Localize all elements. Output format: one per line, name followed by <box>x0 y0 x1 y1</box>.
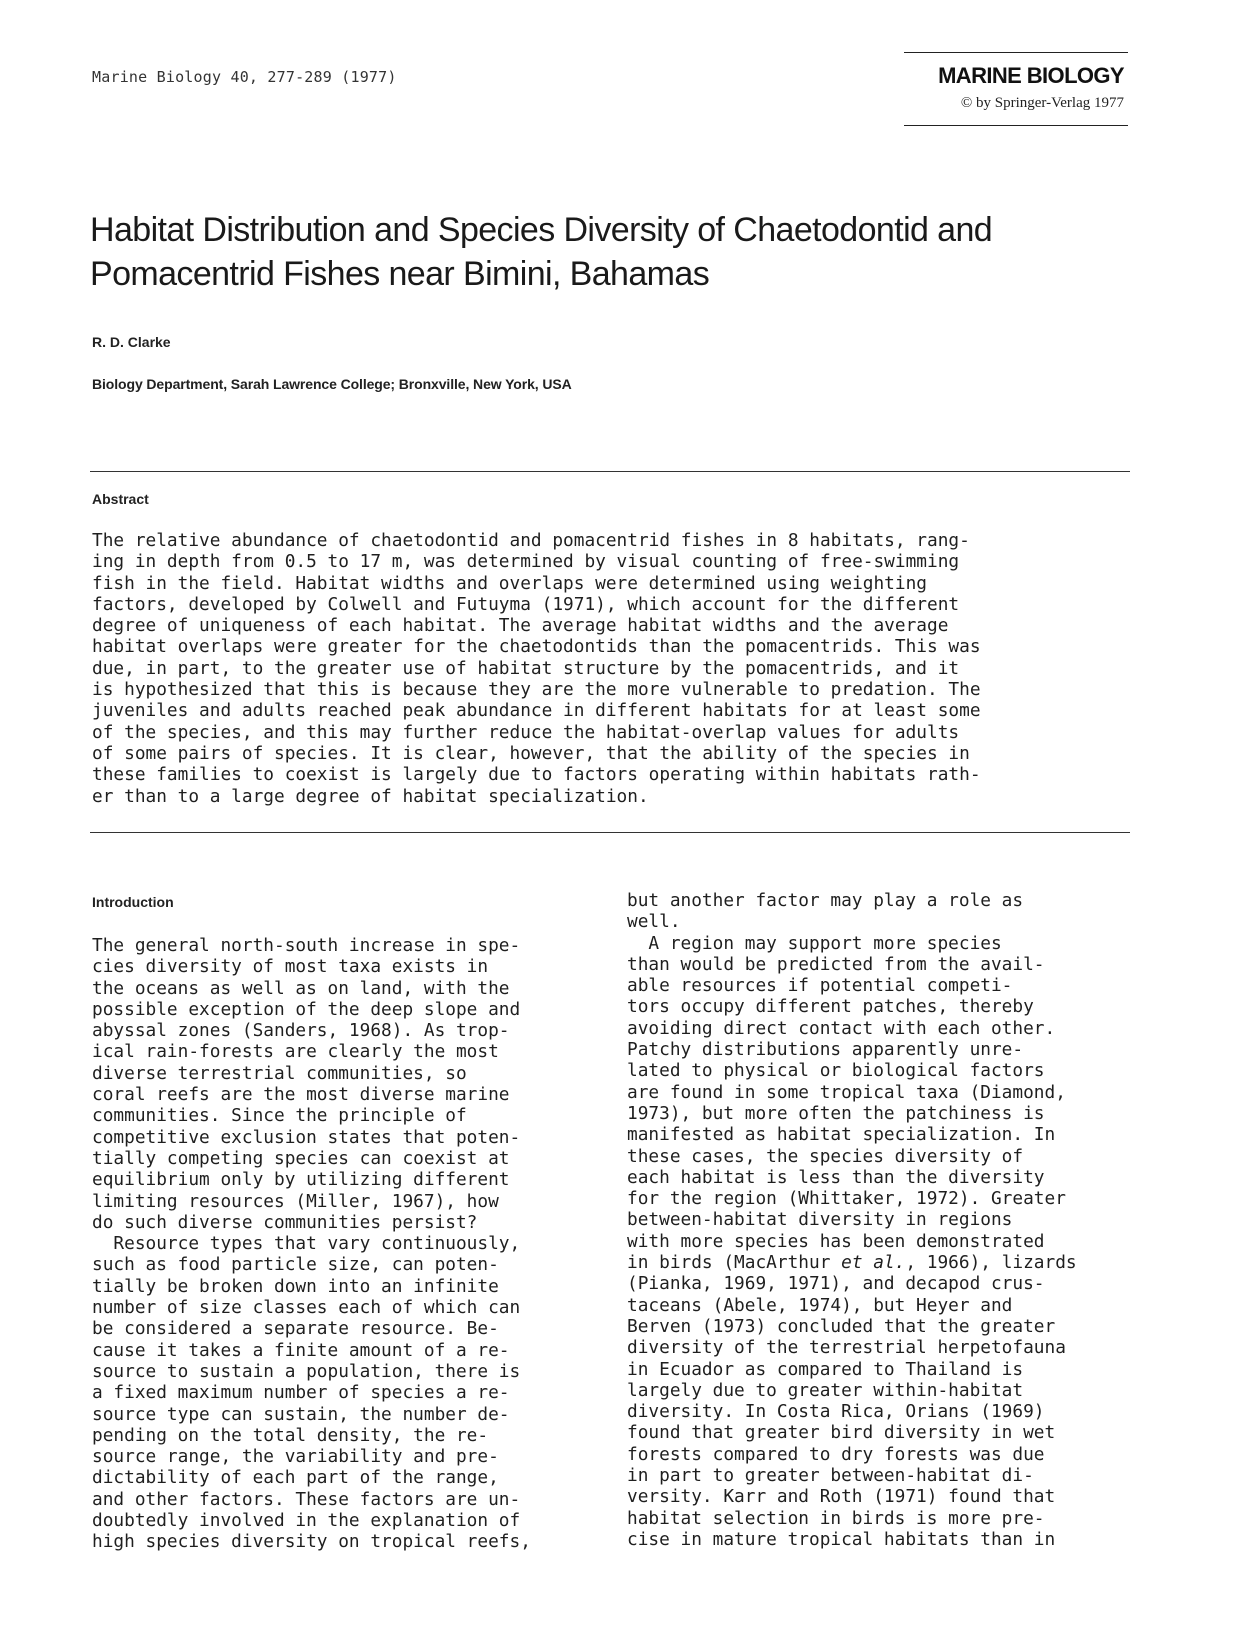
body-line: taceans (Abele, 1974), but Heyer and <box>627 1294 1013 1316</box>
body-line: largely due to greater within-habitat <box>627 1379 1024 1401</box>
body-line: each habitat is less than the diversity <box>627 1166 1045 1188</box>
body-line: Berven (1973) concluded that the greater <box>627 1315 1056 1337</box>
body-line: be considered a separate resource. Be- <box>92 1318 499 1340</box>
body-line: coral reefs are the most diverse marine <box>92 1084 510 1106</box>
body-line: a fixed maximum number of species a re- <box>92 1382 510 1404</box>
body-line: do such diverse communities persist? <box>92 1211 478 1233</box>
body-line: such as food particle size, can poten- <box>92 1254 499 1276</box>
body-line: A region may support more species <box>627 932 1002 954</box>
body-line: pending on the total density, the re- <box>92 1424 489 1446</box>
body-line: diverse terrestrial communities, so <box>92 1062 467 1084</box>
body-line: found that greater bird diversity in wet <box>627 1422 1056 1444</box>
body-line: but another factor may play a role as <box>627 890 1024 911</box>
body-line: with more species has been demonstrated <box>627 1230 1045 1252</box>
body-column-right <box>627 890 1147 1550</box>
abstract-top-rule <box>90 471 1130 472</box>
body-line: avoiding direct contact with each other. <box>627 1017 1056 1039</box>
body-line: in part to greater between-habitat di- <box>627 1465 1034 1487</box>
body-line: (Pianka, 1969, 1971), and decapod crus- <box>627 1273 1045 1295</box>
author-affiliation: Biology Department, Sarah Lawrence College; Bronxville, New York, USA <box>92 376 572 392</box>
abstract-line: of the species, and this may further reduce the habitat-overlap values for adults <box>92 721 960 743</box>
abstract-bottom-rule <box>90 832 1130 833</box>
body-line: between-habitat diversity in regions <box>627 1209 1013 1231</box>
body-line: versity. Karr and Roth (1971) found that <box>627 1486 1056 1508</box>
body-line: The general north-south increase in spe- <box>92 935 521 956</box>
body-line: for the region (Whittaker, 1972). Greater <box>627 1188 1066 1210</box>
italic-et-al: et al. <box>841 1252 906 1274</box>
abstract-heading: Abstract <box>92 491 149 507</box>
body-line: source type can sustain, the number de- <box>92 1403 510 1425</box>
body-line: tially competing species can coexist at <box>92 1147 510 1169</box>
abstract-line: habitat overlaps were greater for the chaetodontids than the pomacentrids. This was <box>92 636 981 658</box>
abstract-text <box>92 530 1152 807</box>
body-line: habitat selection in birds is more pre- <box>627 1507 1045 1529</box>
body-line: diversity. In Costa Rica, Orians (1969) <box>627 1401 1045 1423</box>
body-line: the oceans as well as on land, with the <box>92 977 510 999</box>
body-line: in Ecuador as compared to Thailand is <box>627 1358 1024 1380</box>
body-line: communities. Since the principle of <box>92 1105 467 1127</box>
abstract-line: ing in depth from 0.5 to 17 m, was determined by visual counting of free-swimming <box>92 551 960 573</box>
body-line: lated to physical or biological factors <box>627 1060 1045 1082</box>
journal-masthead <box>904 52 1128 126</box>
abstract-line: is hypothesized that this is because they are the more vulnerable to predation. The <box>92 679 981 701</box>
title-line-1: Habitat Distribution and Species Diversity of Chaetodontid and <box>90 211 993 249</box>
author-name: R. D. Clarke <box>92 334 171 350</box>
body-line: tially be broken down into an infinite <box>92 1275 499 1297</box>
abstract-line: juveniles and adults reached peak abundance in different habitats for at least some <box>92 700 981 722</box>
abstract-line: factors, developed by Colwell and Futuyma (1971), which account for the different <box>92 593 960 615</box>
body-line: tors occupy different patches, thereby <box>627 996 1034 1018</box>
abstract-line: due, in part, to the greater use of habitat structure by the pomacentrids, and it <box>92 657 960 679</box>
body-line: cies diversity of most taxa exists in <box>92 956 489 978</box>
body-line: cise in mature tropical habitats than in <box>627 1528 1056 1550</box>
body-line: possible exception of the deep slope and <box>92 998 521 1020</box>
body-line: and other factors. These factors are un- <box>92 1488 521 1510</box>
abstract-line: er than to a large degree of habitat specialization. <box>92 785 649 807</box>
body-line: source to sustain a population, there is <box>92 1360 521 1382</box>
article-title <box>90 208 1150 296</box>
introduction-heading: Introduction <box>92 894 174 910</box>
body-line: Patchy distributions apparently unre- <box>627 1039 1024 1061</box>
body-column-left <box>92 935 612 1553</box>
journal-name: MARINE BIOLOGY <box>938 63 1124 88</box>
body-line: these cases, the species diversity of <box>627 1145 1024 1167</box>
body-line: than would be predicted from the avail- <box>627 953 1045 975</box>
body-line: forests compared to dry forests was due <box>627 1443 1045 1465</box>
abstract-line: of some pairs of species. It is clear, however, that the ability of the species in <box>92 742 970 764</box>
journal-copyright: © by Springer-Verlag 1977 <box>960 95 1124 111</box>
body-line: able resources if potential competi- <box>627 975 1013 997</box>
body-line: Resource types that vary continuously, <box>92 1233 521 1255</box>
abstract-line: The relative abundance of chaetodontid and pomacentrid fishes in 8 habitats, rang- <box>92 530 970 551</box>
body-line: equilibrium only by utilizing different <box>92 1169 510 1191</box>
title-line-2: Pomacentrid Fishes near Bimini, Bahamas <box>90 255 710 293</box>
abstract-line: degree of uniqueness of each habitat. The average habitat widths and the average <box>92 615 949 637</box>
body-line: 1973), but more often the patchiness is <box>627 1102 1045 1124</box>
abstract-line: these families to coexist is largely due to factors operating within habitats rath- <box>92 764 981 786</box>
body-line: high species diversity on tropical reefs, <box>92 1531 531 1553</box>
abstract-line: fish in the field. Habitat widths and overlaps were determined using weighting <box>92 572 928 594</box>
body-line: well. <box>627 911 681 933</box>
body-line: diversity of the terrestrial herpetofauna <box>627 1337 1066 1359</box>
body-line: in birds (MacArthur et al., 1966), lizards <box>627 1252 1077 1274</box>
body-line: ical rain-forests are clearly the most <box>92 1041 499 1063</box>
journal-citation: Marine Biology 40, 277-289 (1977) <box>92 68 397 86</box>
body-line: are found in some tropical taxa (Diamond, <box>627 1081 1066 1103</box>
body-line: limiting resources (Miller, 1967), how <box>92 1190 499 1212</box>
body-line: abyssal zones (Sanders, 1968). As trop- <box>92 1020 510 1042</box>
body-line: competitive exclusion states that poten- <box>92 1126 521 1148</box>
body-line: cause it takes a finite amount of a re- <box>92 1339 510 1361</box>
body-line: number of size classes each of which can <box>92 1297 521 1319</box>
body-line: manifested as habitat specialization. In <box>627 1124 1056 1146</box>
body-line: dictability of each part of the range, <box>92 1467 499 1489</box>
body-line: source range, the variability and pre- <box>92 1446 499 1468</box>
body-line: doubtedly involved in the explanation of <box>92 1510 521 1532</box>
